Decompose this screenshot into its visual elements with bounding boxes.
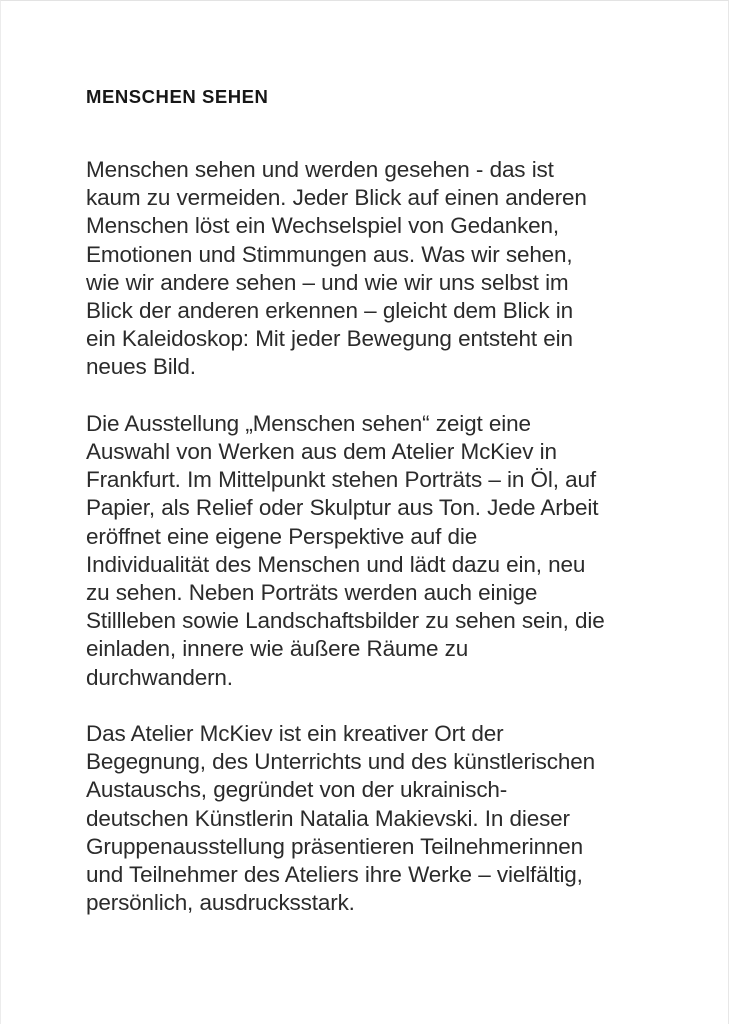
text-line: Frankfurt. Im Mittelpunkt stehen Porträts – in Öl, auf [86, 467, 596, 493]
text-line: Begegnung, des Unterrichts und des künstlerischen [86, 749, 595, 775]
text-line: Blick der anderen erkennen – gleicht dem Blick in [86, 298, 574, 324]
text-line: zu sehen. Neben Porträts werden auch einige [86, 580, 538, 606]
text-line: durchwandern. [86, 664, 233, 690]
text-line: Menschen sehen und werden gesehen - das ist [86, 157, 554, 182]
text-line: kaum zu vermeiden. Jeder Blick auf einen anderen [86, 185, 587, 211]
text-line: eröffnet eine eigene Perspektive auf die [86, 523, 478, 549]
text-line: Papier, als Relief oder Skulptur aus Ton. Jede Arbeit [86, 495, 599, 521]
text-line: Emotionen und Stimmungen aus. Was wir sehen, [86, 241, 573, 267]
text-line: Gruppenausstellung präsentieren Teilnehmerinnen [86, 833, 584, 859]
text-line: und Teilnehmer des Ateliers ihre Werke – vielfältig, [86, 862, 583, 888]
text-line: deutschen Künstlerin Natalia Makievski. In dieser [86, 805, 570, 831]
text-line: einladen, innere wie äußere Räume zu [86, 636, 469, 662]
text-line: Auswahl von Werken aus dem Atelier McKiev in [86, 439, 557, 465]
text-line: Austauschs, gegründet von der ukrainisch- [86, 777, 508, 803]
text-line: Die Ausstellung „Menschen sehen“ zeigt eine [86, 410, 531, 436]
text-line: Menschen löst ein Wechselspiel von Gedanken, [86, 213, 560, 239]
text-line: Stillleben sowie Landschaftsbilder zu sehen sein, die [86, 608, 605, 634]
document-content [86, 85, 652, 917]
text-line: wie wir andere sehen – und wie wir uns selbst im [86, 269, 569, 295]
text-line: persönlich, ausdrucksstark. [86, 890, 355, 916]
paragraph-atelier [86, 720, 652, 917]
text-line: neues Bild. [86, 354, 196, 380]
text-line: Das Atelier McKiev ist ein kreativer Ort der [86, 721, 504, 747]
document-body [86, 156, 652, 917]
paragraph-intro [86, 156, 652, 382]
text-line: Individualität des Menschen und lädt dazu ein, neu [86, 551, 586, 577]
text-line: ein Kaleidoskop: Mit jeder Bewegung entsteht ein [86, 326, 573, 352]
page-title: MENSCHEN SEHEN [86, 86, 269, 107]
paragraph-exhibition [86, 410, 652, 692]
